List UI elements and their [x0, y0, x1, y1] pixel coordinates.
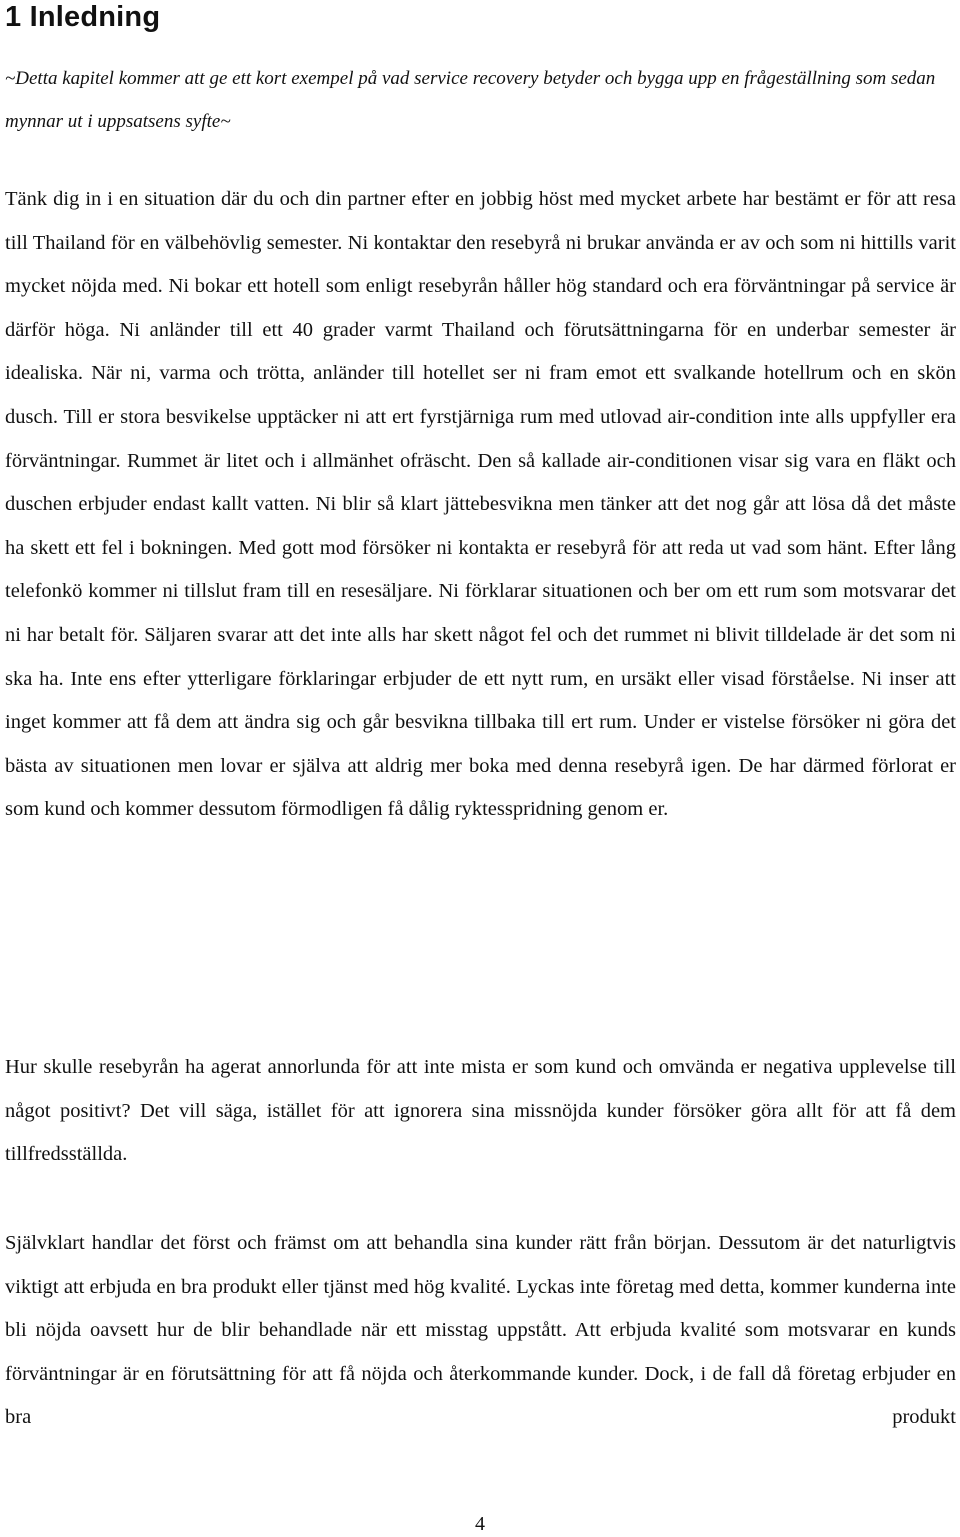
page-number: 4	[475, 1513, 485, 1535]
chapter-intro: ~Detta kapitel kommer att ge ett kort exempel på vad service recovery betyder och bygga upp en frågeställning som sedan mynnar ut i uppsatsens syfte~	[5, 68, 936, 132]
body-paragraph: Hur skulle resebyrån ha agerat annorlunda för att inte mista er som kund och omvända er negativa upplevelse till något positivt? Det vill säga, istället för att ignorera sina missnöjda kunder försöker göra allt för att få dem tillfredsställda.	[5, 1056, 956, 1166]
body-paragraph: Självklart handlar det först och främst om att behandla sina kunder rätt från början. Dessutom är det naturligtvis viktigt att erbjuda en bra produkt eller tjänst med hög kvalité. Lyckas inte företag med detta, kommer kunderna inte bli nöjda oavsett hur de blir behandlade när ett misstag uppstått. Att erbjuda kvalité som motsvarar en kunds förväntningar är en förutsättning för att få nöjda och återkommande kunder. Dock, i de fall då företag erbjuder en bra produkt	[5, 1232, 956, 1429]
chapter-heading: 1 Inledning	[5, 1, 161, 33]
body-paragraph: Tänk dig in i en situation där du och din partner efter en jobbig höst med mycket arbete har bestämt er för att resa till Thailand för en välbehövlig semester. Ni kontaktar den resebyrå ni brukar använda er av och som ni hittills varit mycket nöjda med. Ni bokar ett hotell som enligt resebyrån håller hög standard och era förväntningar på service är därför höga. Ni anländer till ett 40 grader varmt Thailand och förutsättningarna för en underbar semester är idealiska. När ni, varma och trötta, anländer till hotellet ser ni fram emot ett svalkande hotellrum och en skön dusch. Till er stora besvikelse upptäcker ni att ert fyrstjärniga rum med utlovad air-condition inte alls uppfyller era förväntningar. Rummet är litet och i allmänhet ofräscht. Den så kallade air-conditionen visar sig vara en fläkt och duschen erbjuder endast kallt vatten. Ni blir så klart jättebesvikna men tänker att det nog går att lösa då det måste ha skett ett fel i bokningen. Med gott mod försöker ni kontakta er resebyrå för att reda ut vad som hänt. Efter lång telefonkö kommer ni tillslut fram till en resesäljare. Ni förklarar situationen och ber om ett rum som motsvarar det ni har betalt för. Säljaren svarar att det inte alls har skett något fel och det rummet ni blivit tilldelade är det som ni ska ha. Inte ens efter ytterligare förklaringar erbjuder de ett nytt rum, en ursäkt eller visad förståelse. Ni inser att inget kommer att få dem att ändra sig och går besvikna tillbaka till ert rum. Under er vistelse försöker ni göra det bästa av situationen men lovar er själva att aldrig mer boka med denna resebyrå igen. De har därmed förlorat er som kund och kommer dessutom förmodligen få dålig ryktesspridning genom er.	[5, 188, 956, 821]
